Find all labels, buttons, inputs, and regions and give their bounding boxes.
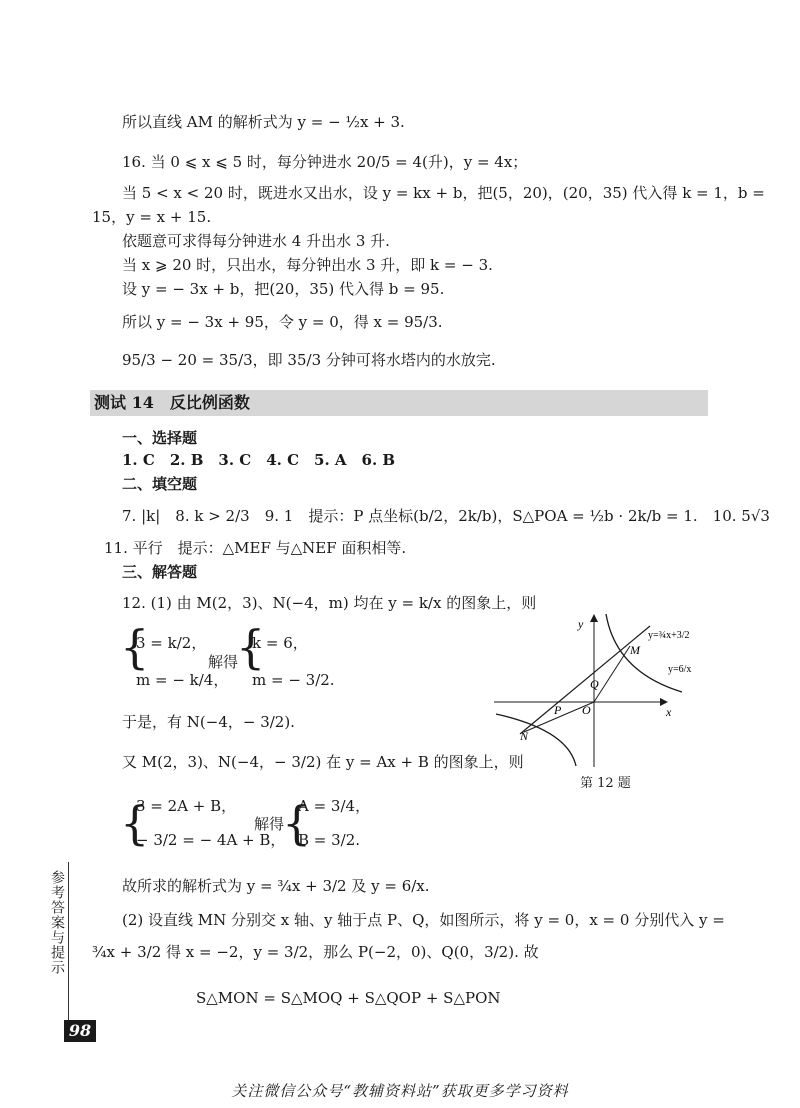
- x-axis-label: x: [666, 705, 672, 719]
- section-title: 测试 14 反比例函数: [94, 393, 250, 412]
- solve-word-2: 解得: [254, 815, 285, 833]
- point-p-label: P: [554, 703, 562, 717]
- figure-12: [490, 612, 710, 772]
- q16-line-g: 所以 y = − 3x + 95，令 y = 0，得 x = 95/3.: [122, 313, 443, 331]
- area-equation: S△MON = S△MOQ + S△QOP + S△PON: [196, 989, 501, 1007]
- line-equation-label: y=¾x+3/2: [648, 630, 690, 641]
- system1-brace: {: [120, 620, 150, 674]
- part2-line1: 7. |k| 8. k > 2/3 9. 1 提示：P 点坐标(b/2，2k/b)，S△POA = ½b · 2k/b = 1. 10. 5√3: [122, 507, 770, 525]
- system1-eq-a: 3 = k/2，: [136, 634, 207, 652]
- segment-om: [594, 646, 630, 702]
- q16-line-h: 95/3 − 20 = 35/3，即 35/3 分钟可将水塔内的水放完.: [122, 351, 496, 369]
- y-axis-label: y: [578, 617, 584, 631]
- part1-heading: 一、选择题: [122, 429, 198, 447]
- q12-part2-b: ¾x + 3/2 得 x = −2，y = 3/2，那么 P(−2，0)、Q(0，3/2). 故: [92, 943, 539, 961]
- part3-heading: 三、解答题: [122, 563, 198, 581]
- solution1-b: m = − 3/2.: [252, 671, 335, 689]
- side-label: 参考答案与提示: [49, 870, 65, 975]
- solution2-brace: {: [282, 796, 312, 850]
- q16-line-d: 依题意可求得每分钟进水 4 升出水 3 升.: [122, 232, 390, 250]
- part2-heading: 二、填空题: [122, 475, 198, 493]
- again-m-line: 又 M(2，3)、N(−4，− 3/2) 在 y = Ax + B 的图象上，则: [122, 753, 524, 771]
- q12-part1-intro: 12. (1) 由 M(2，3)、N(−4，m) 均在 y = k/x 的图象上，则: [122, 594, 537, 612]
- side-rule: [68, 862, 69, 1032]
- hyperbola-lower: [496, 714, 576, 766]
- figure-caption: 第 12 题: [580, 776, 631, 791]
- origin-label: O: [582, 703, 591, 717]
- am-line: 所以直线 AM 的解析式为 y = − ½x + 3.: [122, 113, 405, 131]
- system2-eq-a: 3 = 2A + B，: [136, 797, 237, 815]
- system2-eq-b: − 3/2 = − 4A + B，: [136, 831, 286, 849]
- q16-line-a: 16. 当 0 ⩽ x ⩽ 5 时，每分钟进水 20/5 = 4(升)，y = 4x；: [122, 153, 528, 171]
- point-m-label: M: [630, 643, 640, 657]
- q16-line-f: 设 y = − 3x + b，把(20，35) 代入得 b = 95.: [122, 280, 445, 298]
- point-n-label: N: [520, 729, 529, 743]
- system1-eq-b: m = − k/4，: [136, 671, 229, 689]
- result-line: 故所求的解析式为 y = ¾x + 3/2 及 y = 6/x.: [122, 877, 430, 895]
- page-number: 98: [64, 1020, 96, 1042]
- point-q-label: Q: [590, 677, 599, 691]
- system2-brace: {: [120, 796, 150, 850]
- q16-line-e: 当 x ⩾ 20 时，只出水，每分钟出水 3 升，即 k = − 3.: [122, 256, 493, 274]
- solve-word-1: 解得: [208, 653, 239, 671]
- then-n-line: 于是，有 N(−4，− 3/2).: [122, 713, 295, 731]
- q12-part2-a: (2) 设直线 MN 分别交 x 轴、y 轴于点 P、Q，如图所示，将 y = 0，x = 0 分别代入 y =: [122, 911, 725, 929]
- part2-line2: 11. 平行 提示：△MEF 与△NEF 面积相等.: [104, 539, 407, 557]
- solution1-brace: {: [236, 620, 266, 674]
- solution2-b: B = 3/2.: [298, 831, 361, 849]
- solution1-a: k = 6，: [252, 634, 308, 652]
- q16-line-c: 15，y = x + 15.: [92, 208, 212, 226]
- footer-watermark: 关注微信公众号“教辅资料站”获取更多学习资料: [231, 1082, 569, 1100]
- curve-equation-label: y=6/x: [668, 664, 692, 675]
- part1-answers: 1. C 2. B 3. C 4. C 5. A 6. B: [122, 451, 396, 469]
- solution2-a: A = 3/4，: [298, 797, 371, 815]
- q16-line-b: 当 5 < x < 20 时，既进水又出水，设 y = kx + b，把(5，20)，(20，35) 代入得 k = 1，b =: [122, 184, 765, 202]
- section-header: [90, 390, 708, 416]
